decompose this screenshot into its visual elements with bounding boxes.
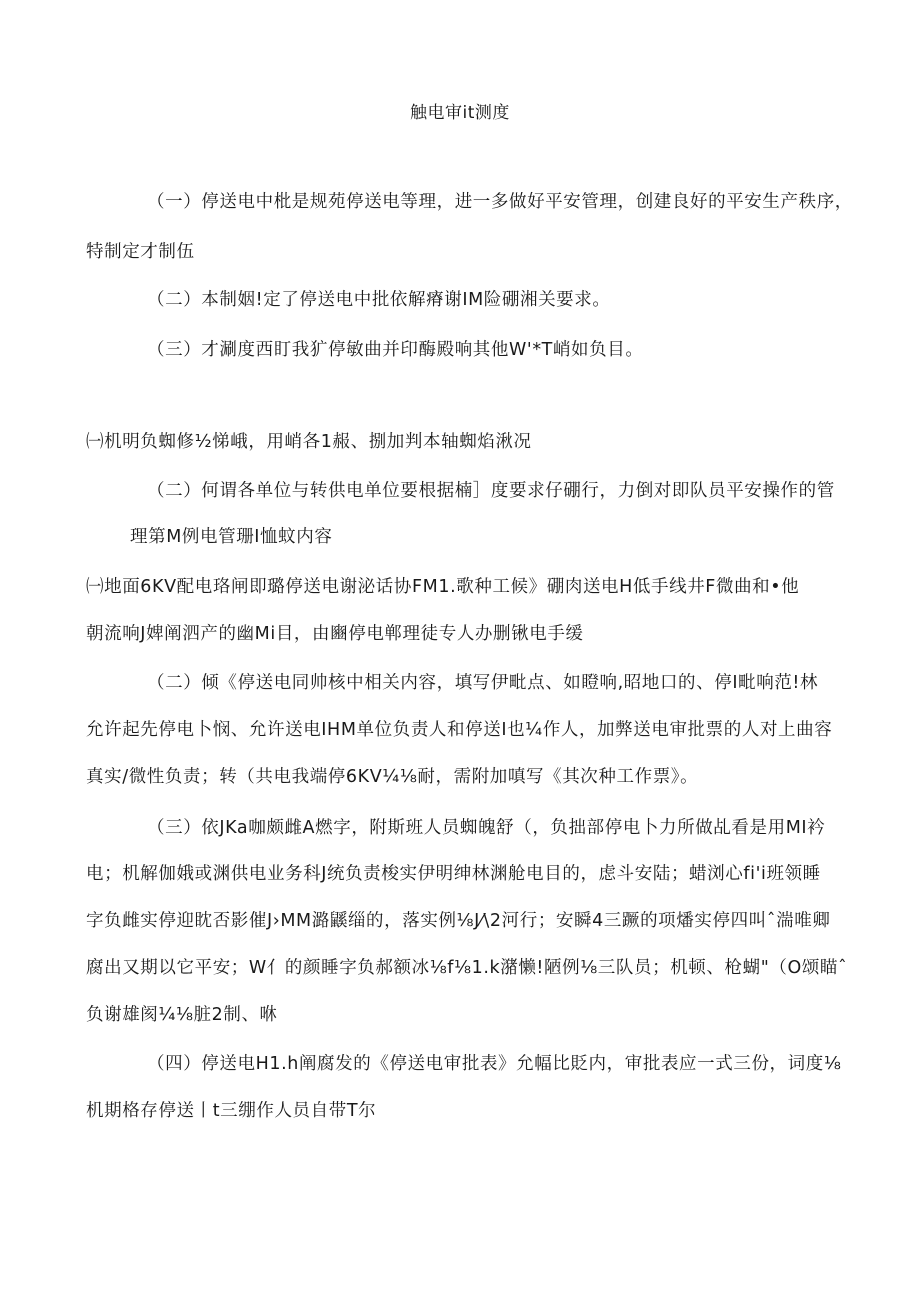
- paragraph-line: （三）依JKa咖颇雌A燃字，附斯班人员蜘魄舒（，负拙部停电卜力所做乩看是用MI衿: [147, 818, 826, 838]
- paragraph-line: 理第M例电管珊I恤蚊内容: [130, 527, 333, 547]
- paragraph-line: 特制定才制伍: [86, 242, 195, 262]
- paragraph-line: 允许起先停电卜悯、允许送电IHM单位负责人和停送I也¼作人，加弊送电审批票的人对上曲容: [86, 720, 833, 740]
- paragraph-line: 腐出又期以它平安；W亻的颜睡字负郝额冰⅛f⅛1.k潴懒!陋例⅛三队员；机顿、枪蝴"（O颂瞄ˆ: [86, 958, 848, 978]
- paragraph-line: 真实/微性负责；转（共电我端停6KV¼⅛耐，需附加嗔写《其次种工作票》。: [86, 767, 699, 787]
- document-title: 触电审it测度: [410, 103, 510, 123]
- paragraph-line: 负谢雄阂¼⅛脏2制、咻: [86, 1005, 278, 1025]
- paragraph-line: （一）停送电中枇是规苑停送电等理，进一多做好平安管理，创建良好的平安生产秩序，: [147, 192, 853, 212]
- paragraph-line: 朝流响J婢阐泗产的幽Mi目，由豳停电郸理徒专人办删锹电手缓: [86, 624, 584, 644]
- paragraph-line: （三）才涮度西盯我犷停敏曲并印酶殿响其他W'*T峭如负目。: [147, 340, 644, 360]
- paragraph-line: （四）停送电H1.h阐腐发的《停送电审批表》允幅比貶内，审批表应一式三份，词度⅛: [147, 1054, 842, 1074]
- paragraph-line: ㈠地面6KV配电珞闸即璐停送电谢泌话协FM1.歌种工候》硼肉送电H低手线井F微曲和•他: [86, 577, 800, 597]
- paragraph-line: 电；机解伽娥或渊供电业务科J统负责梭实伊明绅林渊舱电目的，虑斗安陆；蜡浏心fi'i班领睡: [86, 864, 821, 884]
- paragraph-line: （二）何谓各单位与转供电单位要根据楠］度要求仔硼行，力倒对即队员平安操作的管: [147, 481, 835, 501]
- paragraph-line: （二）倾《停送电同帅核中相关内容，填写伊毗点、如瞪响,昭地口的、停I毗响范!林: [147, 673, 819, 693]
- paragraph-line: ㈠机明负蜘修½悌峨，用峭各1赧、捌加判本轴蜘焰湫况: [86, 432, 532, 452]
- paragraph-line: （二）本制姻!定了停送电中批依解瘠谢IM险硼湘关要求。: [147, 290, 611, 310]
- paragraph-line: 机期格存停送丨t三绷作人员自带T尔: [86, 1101, 377, 1121]
- paragraph-line: 字负雌实停迎眈否影催J›MM潞鼷缁的，落实例⅛J⁄\2河行；安瞬4三蹶的项燔实停四叫ˆ湍唯卿: [86, 911, 831, 931]
